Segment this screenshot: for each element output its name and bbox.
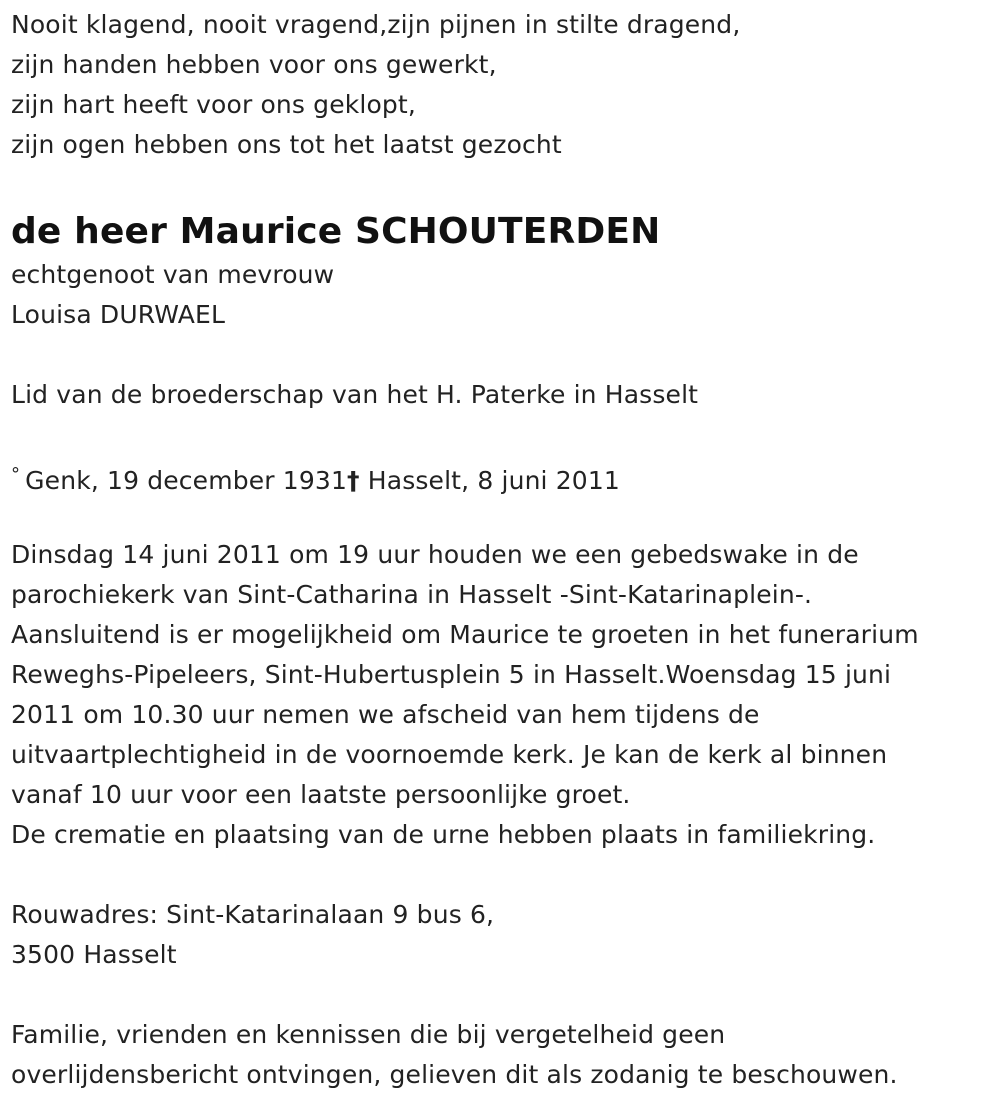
address-line: 3500 Hasselt <box>11 940 177 969</box>
poem-line: zijn hart heeft voor ons geklopt, <box>11 90 416 119</box>
birth-date: Genk, 19 december 1931 <box>25 466 348 495</box>
ceremony-line: Reweghs-Pipeleers, Sint-Hubertusplein 5 in Hasselt.Woensdag 15 juni <box>11 660 892 689</box>
membership: Lid van de broederschap van het H. Paterke in Hasselt <box>11 380 699 409</box>
closing-note <box>11 1015 991 1095</box>
spouse-relation: echtgenoot van mevrouw <box>11 260 335 289</box>
ceremony-line: 2011 om 10.30 uur nemen we afscheid van hem tijdens de <box>11 700 760 729</box>
spacer <box>11 495 991 535</box>
spacer <box>11 415 991 455</box>
ceremony-details <box>11 535 991 855</box>
spouse-name: Louisa DURWAEL <box>11 300 226 329</box>
life-dates <box>11 455 991 495</box>
ceremony-line: Dinsdag 14 juni 2011 om 19 uur houden we een gebedswake in de <box>11 540 859 569</box>
obituary-notice <box>11 5 991 1095</box>
poem-line: zijn ogen hebben ons tot het laatst gezocht <box>11 130 562 159</box>
spacer <box>11 335 991 375</box>
poem-line: Nooit klagend, nooit vragend,zijn pijnen in stilte dragend, <box>11 10 741 39</box>
ceremony-line: uitvaartplechtigheid in de voornoemde kerk. Je kan de kerk al binnen <box>11 740 888 769</box>
ceremony-line: parochiekerk van Sint-Catharina in Hasselt -Sint-Katarinaplein-. <box>11 580 813 609</box>
closing-line: overlijdensbericht ontvingen, gelieven dit als zodanig te beschouwen. <box>11 1060 898 1089</box>
cross-icon: † <box>347 466 360 495</box>
poem-line: zijn handen hebben voor ons gewerkt, <box>11 50 497 79</box>
deceased-name: de heer Maurice SCHOUTERDEN <box>11 211 661 252</box>
mourning-address <box>11 895 991 975</box>
ceremony-line: vanaf 10 uur voor een laatste persoonlijke groet. <box>11 780 631 809</box>
ceremony-line: De crematie en plaatsing van de urne hebben plaats in familiekring. <box>11 820 876 849</box>
address-line: Rouwadres: Sint-Katarinalaan 9 bus 6, <box>11 900 495 929</box>
death-date: Hasselt, 8 juni 2011 <box>367 466 620 495</box>
closing-line: Familie, vrienden en kennissen die bij vergetelheid geen <box>11 1020 726 1049</box>
spacer <box>11 975 991 1015</box>
poem <box>11 5 991 165</box>
birth-symbol: ° <box>11 464 21 485</box>
spacer <box>11 165 991 205</box>
ceremony-line: Aansluitend is er mogelijkheid om Maurice te groeten in het funerarium <box>11 620 919 649</box>
spacer <box>11 855 991 895</box>
